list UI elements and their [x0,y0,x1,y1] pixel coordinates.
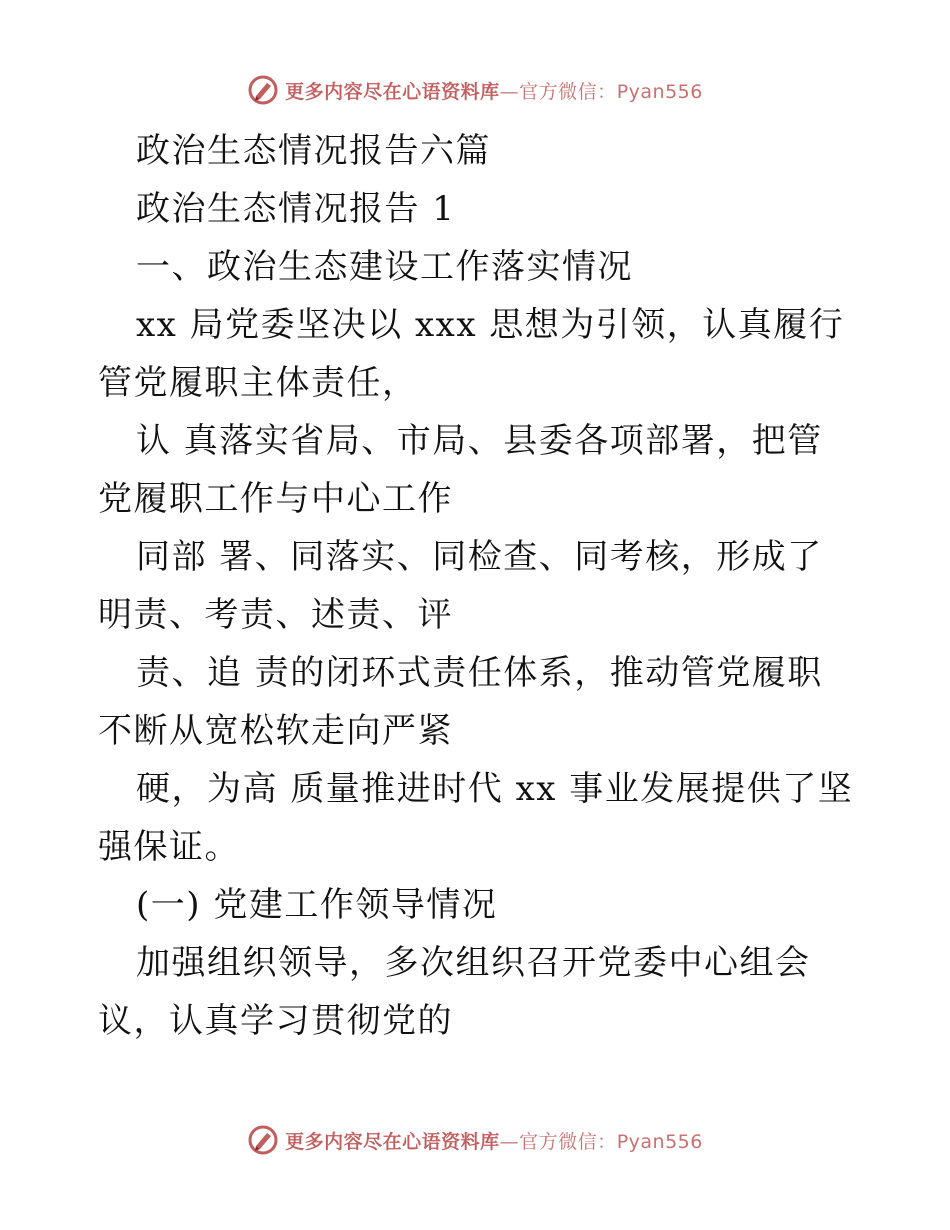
paragraph: 加强组织领导，多次组织召开党委中心组会议，认真学习贯彻党的 [98,943,811,1041]
document-title: 政治生态情况报告六篇 [136,131,491,171]
watermark-main: 更多内容尽在心语资料库 [285,1130,500,1153]
footer-watermark [0,1122,950,1158]
watermark-text [285,1127,703,1154]
report-subtitle: 政治生态情况报告 1 [136,189,456,229]
watermark-text [285,77,703,104]
watermark-separator: — [499,1130,520,1153]
section-heading: 一、政治生态建设工作落实情况 [136,247,633,287]
pen-logo-icon [247,1124,279,1156]
subsection-heading: (一) 党建工作领导情况 [136,885,498,925]
watermark-main: 更多内容尽在心语资料库 [285,80,500,103]
paragraph: 责、追 责的闭环式责任体系，推动管党履职不断从宽松软走向严紧 [98,653,823,751]
paragraph: 硬，为高 质量推进时代 xx 事业发展提供了坚强保证。 [98,769,854,867]
watermark-id: Pyan556 [616,80,703,103]
pen-logo-icon [247,74,279,106]
watermark-separator: — [499,80,520,103]
document-body [98,122,858,1050]
watermark-suffix: 官方微信： [519,80,617,103]
paragraph: xx 局党委坚决以 xxx 思想为引领，认真履行管党履职主体责任， [98,305,845,403]
paragraph: 同部 署、同落实、同检查、同考核，形成了明责、考责、述责、评 [98,537,823,635]
watermark-suffix: 官方微信： [519,1130,617,1153]
header-watermark [0,72,950,108]
watermark-id: Pyan556 [616,1130,703,1153]
paragraph: 认 真落实省局、市局、县委各项部署，把管党履职工作与中心工作 [98,421,823,519]
